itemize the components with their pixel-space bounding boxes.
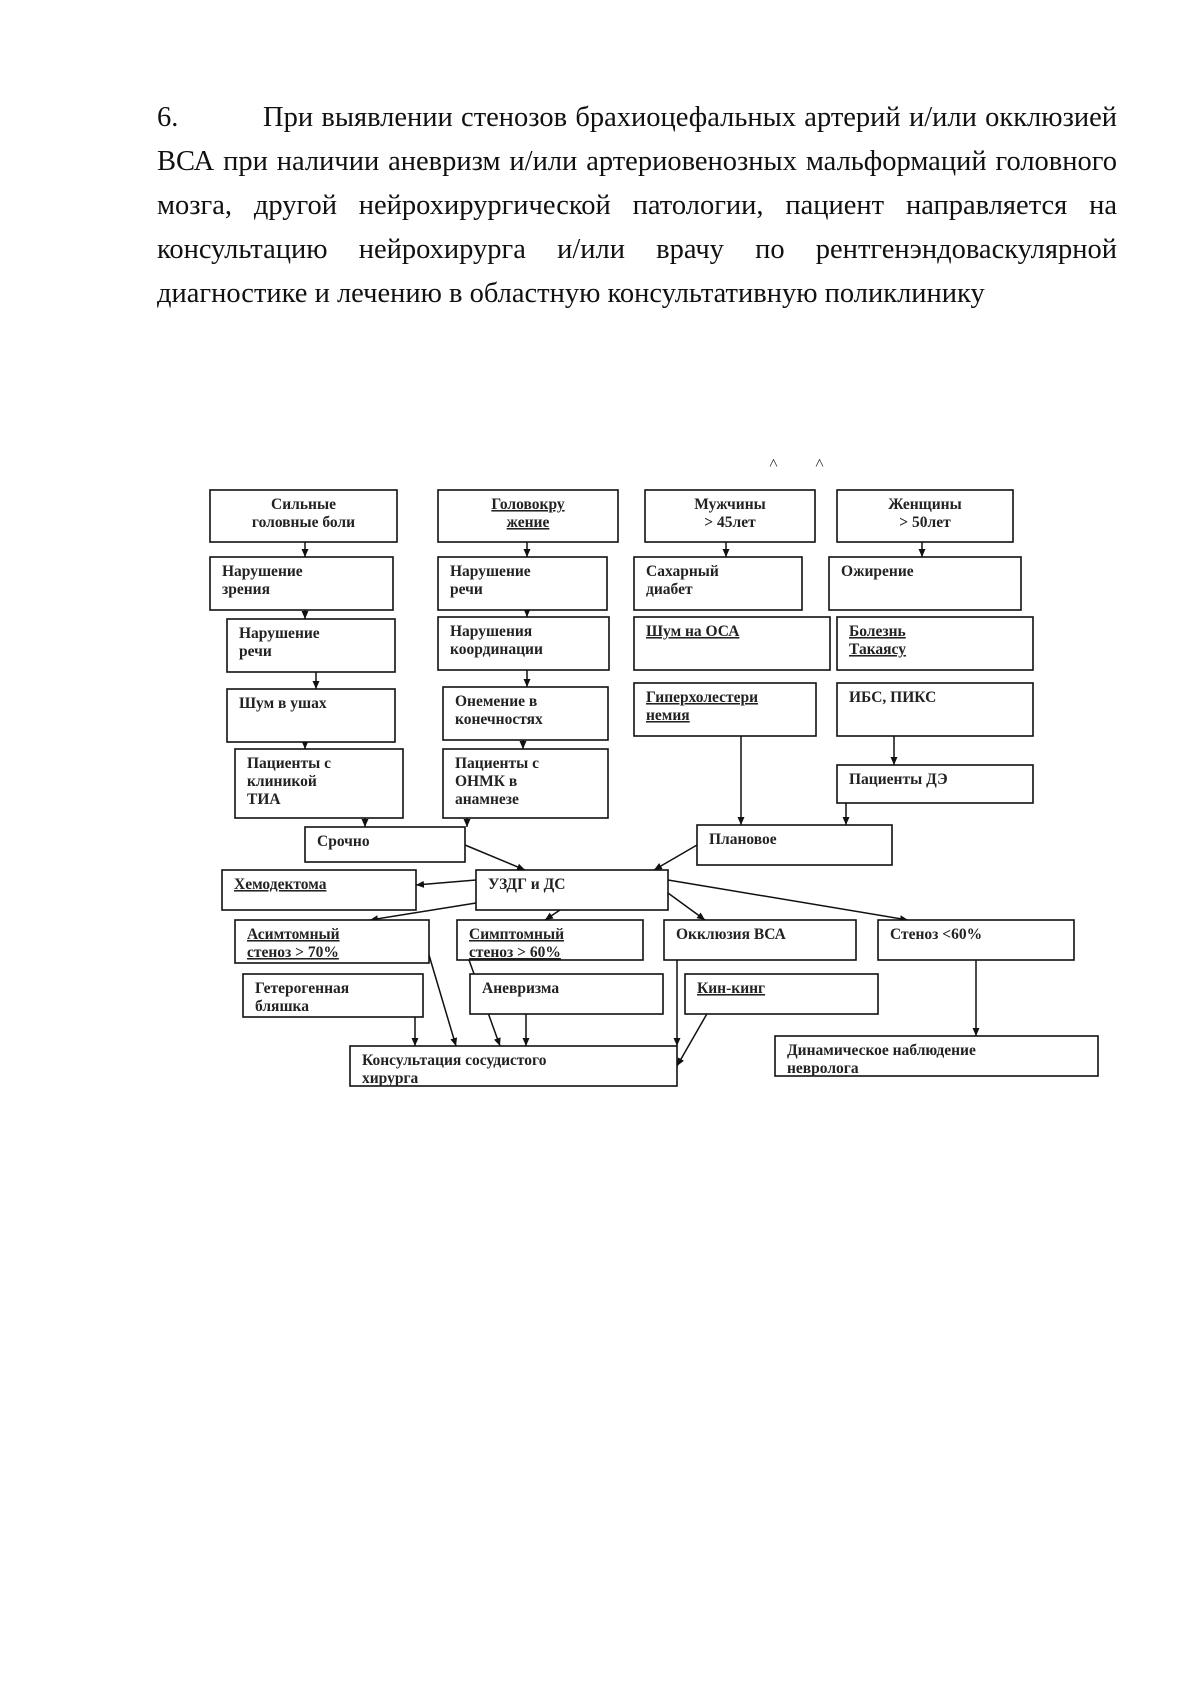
node-label: Хемодектома bbox=[234, 876, 327, 893]
node-speech2 bbox=[227, 619, 395, 672]
node-numbness bbox=[443, 687, 608, 740]
node-label: > 50лет bbox=[899, 514, 951, 531]
node-men bbox=[645, 490, 815, 542]
node-label: Ожирение bbox=[841, 563, 914, 580]
node-label: немия bbox=[646, 707, 690, 724]
node-aneurysm bbox=[470, 974, 663, 1014]
node-label: Аневризма bbox=[482, 980, 560, 997]
node-label: ТИА bbox=[247, 791, 281, 808]
flowchart-nodes bbox=[210, 490, 1098, 1087]
node-label: Гиперхолестери bbox=[646, 689, 759, 706]
node-label: Шум в ушах bbox=[239, 695, 327, 712]
node-asymptomatic bbox=[235, 920, 429, 963]
edge-asymptomatic-to-vascular-surgeon bbox=[429, 955, 456, 1046]
node-hypercholesterolemia bbox=[634, 683, 816, 736]
node-label: ИБС, ПИКС bbox=[849, 689, 937, 706]
edge-uzdg-to-occlusion bbox=[668, 893, 705, 920]
node-tia bbox=[235, 749, 403, 818]
node-label: Плановое bbox=[709, 831, 777, 848]
node-label: Нарушение bbox=[450, 563, 531, 580]
node-stenosis-lt60 bbox=[878, 920, 1074, 960]
node-label: Окклюзия ВСА bbox=[676, 926, 786, 943]
node-uzdg bbox=[476, 870, 668, 910]
node-dizziness bbox=[438, 490, 618, 542]
node-label: речи bbox=[450, 581, 483, 598]
stray-mark: ˄ bbox=[815, 455, 825, 472]
edge-uzdg-to-symptomatic bbox=[545, 910, 560, 920]
node-label: стеноз > 60% bbox=[469, 944, 561, 961]
node-label: Головокру bbox=[491, 496, 565, 513]
node-speech1 bbox=[438, 557, 607, 610]
node-symptomatic bbox=[457, 920, 643, 961]
node-urgent bbox=[305, 827, 465, 862]
node-label: Сильные bbox=[271, 496, 336, 513]
edge-planned-to-uzdg bbox=[654, 845, 697, 870]
node-ihd bbox=[837, 683, 1033, 736]
node-label: Нарушение bbox=[239, 625, 320, 642]
node-label: Стеноз <60% bbox=[890, 926, 983, 943]
node-kinking bbox=[685, 974, 878, 1014]
node-label: невролога bbox=[787, 1060, 859, 1077]
edge-uzdg-to-chemodectoma bbox=[416, 880, 476, 885]
node-noise-osa bbox=[634, 617, 830, 670]
node-occlusion bbox=[664, 920, 856, 960]
node-label: анамнезе bbox=[455, 791, 519, 808]
node-label: диабет bbox=[646, 581, 693, 598]
node-label: Онемение в bbox=[455, 693, 538, 710]
node-label: Гетерогенная bbox=[255, 980, 350, 997]
node-de-patients bbox=[837, 765, 1033, 803]
node-label: стеноз > 70% bbox=[247, 944, 339, 961]
node-vascular-surgeon bbox=[350, 1046, 677, 1087]
node-tinnitus bbox=[227, 689, 395, 742]
node-label: Мужчины bbox=[694, 496, 766, 513]
node-vision bbox=[210, 557, 393, 610]
node-label: зрения bbox=[222, 581, 270, 598]
node-label: Кин-кинг bbox=[697, 980, 766, 997]
paragraph-text: При выявлении стенозов брахиоцефальных артерий и/или окклюзией ВСА при наличии аневризм и/или артериовенозных мальформаций головного мозга, другой нейрохирургической патологии, пациент направляется на консультацию нейрохирурга и/или врачу по рентгенэндоваскулярной диагностике и лечению в областную консультативную поликлинику bbox=[157, 102, 1117, 309]
node-label: УЗДГ и ДС bbox=[488, 876, 566, 893]
node-label: Такаясу bbox=[849, 641, 906, 658]
node-label: речи bbox=[239, 643, 272, 660]
node-headache bbox=[210, 490, 397, 542]
node-label: Пациенты с bbox=[455, 755, 539, 772]
node-label: Динамическое наблюдение bbox=[787, 1042, 976, 1059]
node-label: координации bbox=[450, 641, 543, 658]
node-planned bbox=[697, 825, 892, 865]
node-label: Нарушение bbox=[222, 563, 303, 580]
node-stroke-history bbox=[443, 749, 608, 818]
node-label: Симптомный bbox=[469, 926, 564, 943]
node-label: Болезнь bbox=[849, 623, 906, 640]
node-label: головные боли bbox=[251, 514, 356, 531]
node-diabetes bbox=[634, 557, 802, 610]
node-label: бляшка bbox=[255, 998, 309, 1015]
node-label: конечностях bbox=[455, 711, 543, 728]
node-label: Асимтомный bbox=[247, 926, 340, 943]
node-chemodectoma bbox=[222, 870, 416, 910]
node-label: Консультация сосудистого bbox=[362, 1052, 547, 1069]
node-label: хирурга bbox=[362, 1070, 419, 1087]
node-label: Пациенты с bbox=[247, 755, 331, 772]
node-label: Сахарный bbox=[646, 563, 719, 580]
paragraph-number: 6. bbox=[157, 102, 179, 133]
node-label: Срочно bbox=[317, 833, 370, 850]
node-label: клиникой bbox=[247, 773, 317, 790]
node-neurologist bbox=[775, 1036, 1098, 1077]
stray-mark: ˄ bbox=[769, 455, 779, 472]
node-label: ОНМК в bbox=[455, 773, 518, 790]
edge-urgent-to-uzdg bbox=[465, 845, 525, 870]
node-obesity bbox=[829, 557, 1021, 610]
node-label: жение bbox=[506, 514, 550, 531]
node-label: Шум на ОСА bbox=[646, 623, 740, 640]
node-women bbox=[837, 490, 1013, 542]
node-takayasu bbox=[837, 617, 1033, 670]
node-label: Пациенты ДЭ bbox=[849, 771, 948, 788]
node-label: Нарушения bbox=[450, 623, 533, 640]
node-label: > 45лет bbox=[704, 514, 756, 531]
node-coordination bbox=[438, 617, 609, 670]
node-heterogeneous bbox=[243, 974, 423, 1017]
edge-uzdg-to-stenosis-lt60 bbox=[668, 880, 908, 920]
node-label: Женщины bbox=[888, 496, 962, 513]
